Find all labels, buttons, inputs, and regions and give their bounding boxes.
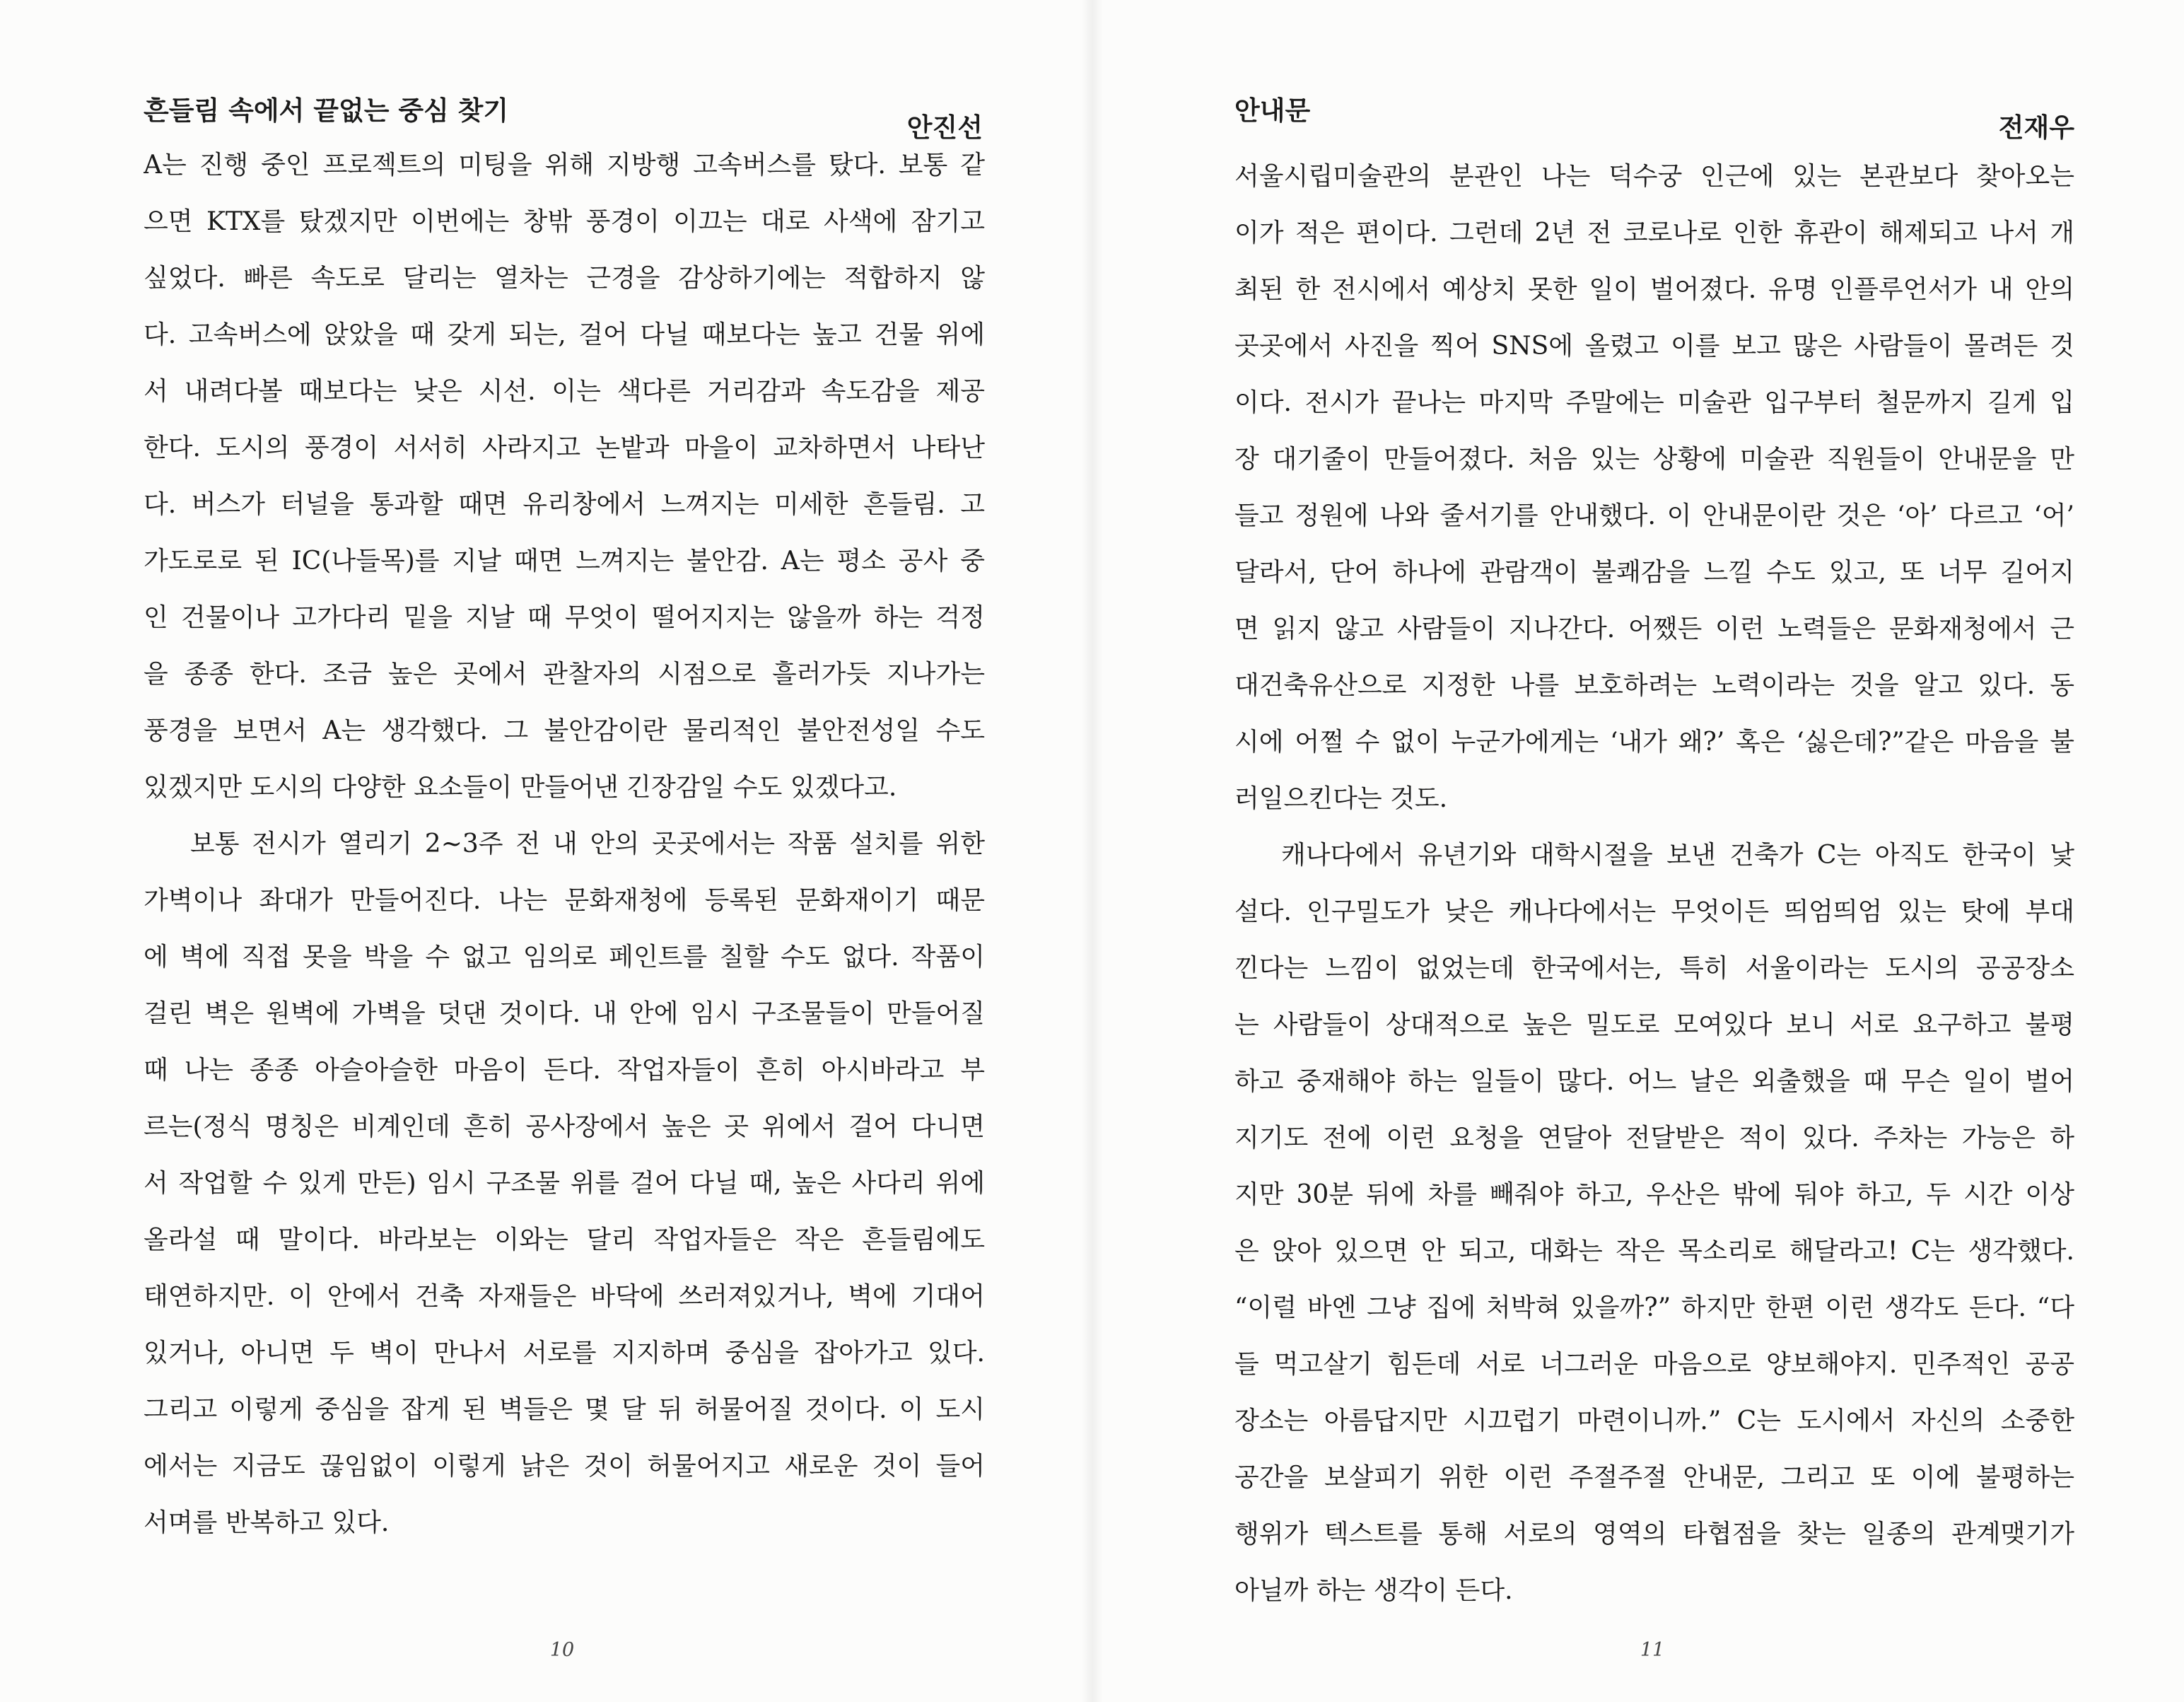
text-line: 싶었다. 빠른 속도로 달리는 열차는 근경을 감상하기에는 적합하지 않: [144, 264, 985, 293]
text-line: 이가 적은 편이다. 그런데 2년 전 코로나로 인한 휴관이 해제되고 나서 개: [1234, 218, 2074, 247]
text-line: 하고 중재해야 하는 일들이 많다. 어느 날은 외출했을 때 무슨 일이 벌어: [1234, 1067, 2074, 1096]
essay-title: 안내문: [1234, 95, 1311, 126]
text-line: 들 먹고살기 힘든데 서로 너그러운 마음으로 양보해야지. 민주적인 공공: [1234, 1350, 2074, 1379]
text-line: 태연하지만. 이 안에서 건축 자재들은 바닥에 쓰러져있거나, 벽에 기대어: [144, 1282, 985, 1311]
text-line: 곳곳에서 사진을 찍어 SNS에 올렸고 이를 보고 많은 사람들이 몰려든 것: [1234, 332, 2074, 361]
text-line: 가도로로 된 IC(나들목)를 지날 때면 느껴지는 불안감. A는 평소 공사 중: [144, 547, 985, 576]
text-line: 들고 정원에 나와 줄서기를 안내했다. 이 안내문이란 것은 ‘아’ 다르고 ‘어’: [1234, 501, 2074, 530]
text-line: 있겠지만 도시의 다양한 요소들이 만들어낸 긴장감일 수도 있겠다고.: [144, 773, 897, 802]
text-line: 걸린 벽은 원벽에 가벽을 덧댄 것이다. 내 안에 임시 구조물들이 만들어질: [144, 999, 985, 1028]
text-line: A는 진행 중인 프로젝트의 미팅을 위해 지방행 고속버스를 탔다. 보통 같: [144, 151, 985, 180]
text-line: 러일으킨다는 것도.: [1234, 784, 1448, 813]
text-line: 아닐까 하는 생각이 든다.: [1234, 1576, 1513, 1605]
text-line: 서울시립미술관의 분관인 나는 덕수궁 인근에 있는 본관보다 찾아오는: [1234, 162, 2074, 191]
text-line: 보통 전시가 열리기 2~3주 전 내 안의 곳곳에서는 작품 설치를 위한: [190, 829, 985, 858]
text-line: 있거나, 아니면 두 벽이 만나서 서로를 지지하며 중심을 잡아가고 있다.: [144, 1339, 985, 1368]
essay-body: [1234, 148, 2074, 1619]
text-line: 때 나는 종종 아슬아슬한 마음이 든다. 작업자들이 흔히 아시바라고 부: [144, 1056, 985, 1085]
text-line: 공간을 보살피기 위한 이런 주절주절 안내문, 그리고 또 이에 불평하는: [1234, 1463, 2074, 1492]
text-line: 서 내려다볼 때보다는 낮은 시선. 이는 색다른 거리감과 속도감을 제공: [144, 377, 985, 406]
page-number: 11: [1640, 1639, 1665, 1661]
text-line: 을 종종 한다. 조금 높은 곳에서 관찰자의 시점으로 흘러가듯 지나가는: [144, 660, 985, 689]
text-line: 으면 KTX를 탔겠지만 이번에는 창밖 풍경이 이끄는 대로 사색에 잠기고: [144, 207, 985, 236]
text-line: 인 건물이나 고가다리 밑을 지날 때 무엇이 떨어지지는 않을까 하는 걱정: [144, 603, 985, 632]
text-line: 는 사람들이 상대적으로 높은 밀도로 모여있다 보니 서로 요구하고 불평: [1234, 1010, 2074, 1039]
text-line: 지만 30분 뒤에 차를 빼줘야 하고, 우산은 밖에 둬야 하고, 두 시간 이상: [1234, 1180, 2074, 1209]
text-line: 설다. 인구밀도가 낮은 캐나다에서는 무엇이든 띄엄띄엄 있는 탓에 부대: [1234, 897, 2074, 926]
text-line: 다. 버스가 터널을 통과할 때면 유리창에서 느껴지는 미세한 흔들림. 고: [144, 490, 985, 519]
text-line: 가벽이나 좌대가 만들어진다. 나는 문화재청에 등록된 문화재이기 때문: [144, 886, 985, 915]
text-line: 다. 고속버스에 앉았을 때 갖게 되는, 걸어 다닐 때보다는 높고 건물 위에: [144, 320, 985, 349]
essay-body: [144, 137, 985, 1551]
text-line: 그리고 이렇게 중심을 잡게 된 벽들은 몇 달 뒤 허물어질 것이다. 이 도시: [144, 1395, 985, 1424]
author-name: 전재우: [1998, 112, 2074, 143]
page-number: 10: [549, 1639, 575, 1661]
text-line: 달라서, 단어 하나에 관람객이 불쾌감을 느낄 수도 있고, 또 너무 길어지: [1234, 558, 2074, 587]
text-line: 이다. 전시가 끝나는 마지막 주말에는 미술관 입구부터 철문까지 길게 입: [1234, 388, 2074, 417]
text-line: 서 작업할 수 있게 만든) 임시 구조물 위를 걸어 다닐 때, 높은 사다리 위에: [144, 1169, 985, 1198]
essay-title: 흔들림 속에서 끝없는 중심 찾기: [144, 95, 509, 126]
text-line: 면 읽지 않고 사람들이 지나간다. 어쨌든 이런 노력들은 문화재청에서 근: [1234, 614, 2074, 643]
text-line: 풍경을 보면서 A는 생각했다. 그 불안감이란 물리적인 불안전성일 수도: [144, 716, 985, 745]
text-line: 장소는 아름답지만 시끄럽기 마련이니까.” C는 도시에서 자신의 소중한: [1234, 1406, 2074, 1435]
text-line: 행위가 텍스트를 통해 서로의 영역의 타협점을 찾는 일종의 관계맺기가: [1234, 1520, 2074, 1549]
text-line: 올라설 때 말이다. 바라보는 이와는 달리 작업자들은 작은 흔들림에도: [144, 1225, 985, 1254]
text-line: 서며를 반복하고 있다.: [144, 1508, 390, 1537]
text-line: 최된 한 전시에서 예상치 못한 일이 벌어졌다. 유명 인플루언서가 내 안의: [1234, 275, 2074, 304]
text-line: 캐나다에서 유년기와 대학시절을 보낸 건축가 C는 아직도 한국이 낯: [1281, 841, 2074, 870]
text-line: 장 대기줄이 만들어졌다. 처음 있는 상황에 미술관 직원들이 안내문을 만: [1234, 445, 2074, 474]
text-line: 시에 어쩔 수 없이 누군가에게는 ‘내가 왜?’ 혹은 ‘싫은데?”같은 마음을 불: [1234, 728, 2074, 757]
text-line: 에 벽에 직접 못을 박을 수 없고 임의로 페인트를 칠할 수도 없다. 작품이: [144, 943, 985, 972]
text-line: 한다. 도시의 풍경이 서서히 사라지고 논밭과 마을이 교차하면서 나타난: [144, 433, 985, 462]
text-line: 지기도 전에 이런 요청을 연달아 전달받은 적이 있다. 주차는 가능은 하: [1234, 1124, 2074, 1153]
right-page: [1092, 0, 2184, 1702]
text-line: 은 앉아 있으면 안 되고, 대화는 작은 목소리로 해달라고! C는 생각했다.: [1234, 1237, 2074, 1266]
text-line: “이럴 바엔 그냥 집에 처박혀 있을까?” 하지만 한편 이런 생각도 든다. “다: [1234, 1293, 2074, 1322]
text-line: 르는(정식 명칭은 비계인데 흔히 공사장에서 높은 곳 위에서 걸어 다니면: [144, 1112, 985, 1141]
text-line: 대건축유산으로 지정한 나를 보호하려는 노력이라는 것을 알고 있다. 동: [1234, 671, 2074, 700]
text-line: 낀다는 느낌이 없었는데 한국에서는, 특히 서울이라는 도시의 공공장소: [1234, 954, 2074, 983]
author-name: 안진선: [906, 112, 983, 143]
text-line: 에서는 지금도 끊임없이 이렇게 낡은 것이 허물어지고 새로운 것이 들어: [144, 1452, 985, 1481]
